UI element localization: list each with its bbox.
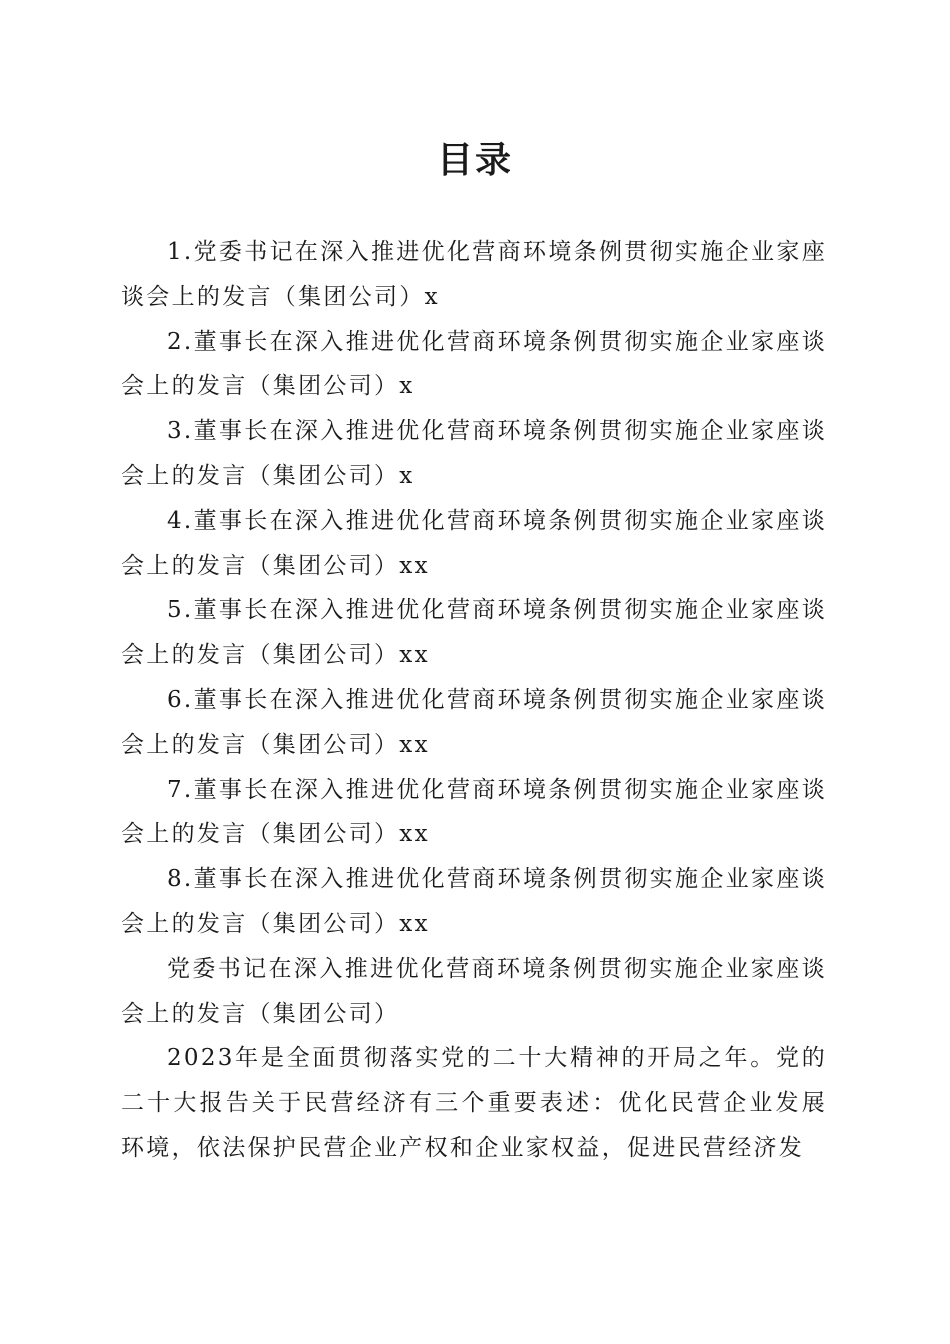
toc-entry-3[interactable]: 3.董事长在深入推进优化营商环境条例贯彻实施企业家座谈会上的发言（集团公司）x: [121, 418, 827, 489]
body-paragraph: 2023年是全面贯彻落实党的二十大精神的开局之年。党的二十大报告关于民营经济有三个重要表述：优化民营企业发展环境，依法保护民营企业产权和企业家权益，促进民营经济发: [121, 1045, 827, 1161]
toc-entry-4[interactable]: 4.董事长在深入推进优化营商环境条例贯彻实施企业家座谈会上的发言（集团公司）xx: [121, 507, 827, 579]
page-title: 目录: [436, 139, 513, 181]
toc-entry-8[interactable]: 8.董事长在深入推进优化营商环境条例贯彻实施企业家座谈会上的发言（集团公司）xx: [121, 866, 827, 937]
toc-entry-2[interactable]: 2.董事长在深入推进优化营商环境条例贯彻实施企业家座谈会上的发言（集团公司）x: [121, 328, 827, 400]
toc-entry-1[interactable]: 1.党委书记在深入推进优化营商环境条例贯彻实施企业家座谈会上的发言（集团公司）x: [121, 239, 827, 310]
toc-entry-7[interactable]: 7.董事长在深入推进优化营商环境条例贯彻实施企业家座谈会上的发言（集团公司）xx: [121, 776, 827, 848]
toc-entry-5[interactable]: 5.董事长在深入推进优化营商环境条例贯彻实施企业家座谈会上的发言（集团公司）xx: [121, 597, 827, 669]
document-body: [121, 230, 827, 1171]
toc-entry-6[interactable]: 6.董事长在深入推进优化营商环境条例贯彻实施企业家座谈会上的发言（集团公司）xx: [121, 686, 827, 758]
section-title: 党委书记在深入推进优化营商环境条例贯彻实施企业家座谈会上的发言（集团公司）: [121, 955, 827, 1027]
